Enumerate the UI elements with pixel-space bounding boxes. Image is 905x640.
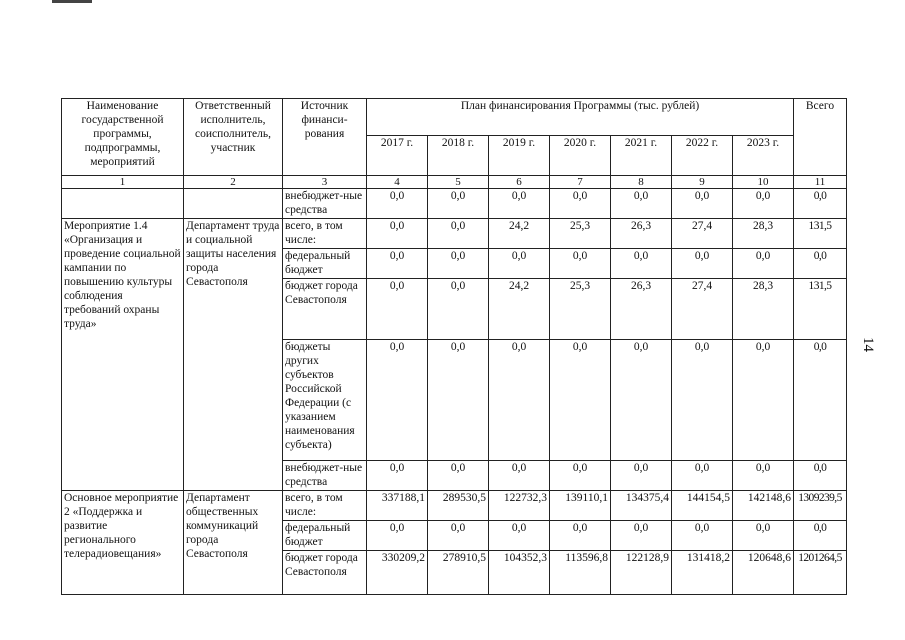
column-number: 6 [489,176,550,189]
total-cell: 0,0 [794,461,847,491]
value-cell: 0,0 [611,249,672,279]
value-cell: 104352,3 [489,551,550,595]
event-name: Мероприятие 1.4 «Организация и проведение социальной кампании по повышению культуры соблюдения требований охраны труда» [62,219,184,491]
header-total: Всего [794,99,847,176]
header-executor: Ответственный исполнитель, соисполнитель, участник [184,99,283,176]
column-number: 3 [283,176,367,189]
value-cell: 0,0 [489,521,550,551]
value-cell: 142148,6 [733,491,794,521]
value-cell: 0,0 [367,219,428,249]
header-plan: План финансирования Программы (тыс. рублей) [367,99,794,136]
value-cell: 0,0 [611,189,672,219]
value-cell: 0,0 [733,189,794,219]
value-cell: 0,0 [489,340,550,461]
value-cell: 122732,3 [489,491,550,521]
value-cell: 25,3 [550,279,611,340]
value-cell: 0,0 [550,521,611,551]
value-cell: 26,3 [611,279,672,340]
header-year: 2022 г. [672,136,733,176]
value-cell: 0,0 [611,521,672,551]
value-cell: 337188,1 [367,491,428,521]
column-number: 2 [184,176,283,189]
header-year: 2021 г. [611,136,672,176]
value-cell: 0,0 [733,521,794,551]
value-cell: 134375,4 [611,491,672,521]
value-cell: 0,0 [733,249,794,279]
value-cell: 0,0 [428,279,489,340]
table-row [62,219,847,249]
header-year: 2017 г. [367,136,428,176]
source-cell: федеральный бюджет [283,249,367,279]
column-number: 4 [367,176,428,189]
source-cell: федеральный бюджет [283,521,367,551]
value-cell: 0,0 [428,340,489,461]
value-cell: 0,0 [672,249,733,279]
value-cell: 0,0 [672,189,733,219]
value-cell: 0,0 [428,219,489,249]
scan-mark [52,0,92,3]
name-cell-empty [62,189,184,219]
value-cell: 0,0 [428,521,489,551]
value-cell: 0,0 [550,461,611,491]
value-cell: 131418,2 [672,551,733,595]
header-name: Наименование государственной программы, подпрограммы, мероприятий [62,99,184,176]
total-cell: 131,5 [794,219,847,249]
header-source: Источник финанси-рования [283,99,367,176]
source-cell: внебюджет-ные средства [283,461,367,491]
value-cell: 144154,5 [672,491,733,521]
value-cell: 0,0 [733,461,794,491]
value-cell: 278910,5 [428,551,489,595]
value-cell: 139110,1 [550,491,611,521]
column-number: 5 [428,176,489,189]
value-cell: 120648,6 [733,551,794,595]
event-executor: Департамент общественных коммуникаций города Севастополя [184,491,283,595]
column-number: 11 [794,176,847,189]
value-cell: 0,0 [428,249,489,279]
header-row-1 [62,99,847,136]
value-cell: 0,0 [611,461,672,491]
source-cell: внебюджет-ные средства [283,189,367,219]
total-cell: 1309239,5 [794,491,847,521]
table-row [62,189,847,219]
value-cell: 24,2 [489,279,550,340]
table-row [62,491,847,521]
value-cell: 0,0 [367,249,428,279]
value-cell: 0,0 [550,340,611,461]
value-cell: 0,0 [367,521,428,551]
value-cell: 25,3 [550,219,611,249]
event-name: Основное мероприятие 2 «Поддержка и развитие регионального телерадиовещания» [62,491,184,595]
column-number-row [62,176,847,189]
value-cell: 289530,5 [428,491,489,521]
value-cell: 28,3 [733,279,794,340]
value-cell: 27,4 [672,219,733,249]
value-cell: 122128,9 [611,551,672,595]
column-number: 7 [550,176,611,189]
source-cell: бюджеты других субъектов Российской Федерации (с указанием наименования субъекта) [283,340,367,461]
value-cell: 0,0 [672,340,733,461]
column-number: 1 [62,176,184,189]
source-cell: всего, в том числе: [283,219,367,249]
value-cell: 330209,2 [367,551,428,595]
value-cell: 0,0 [367,189,428,219]
value-cell: 0,0 [428,461,489,491]
page-number: 14 [860,337,876,352]
total-cell: 1201264,5 [794,551,847,595]
value-cell: 24,2 [489,219,550,249]
value-cell: 27,4 [672,279,733,340]
column-number: 9 [672,176,733,189]
value-cell: 0,0 [367,279,428,340]
value-cell: 0,0 [367,340,428,461]
value-cell: 0,0 [733,340,794,461]
source-cell: бюджет города Севастополя [283,551,367,595]
total-cell: 0,0 [794,249,847,279]
source-cell: бюджет города Севастополя [283,279,367,340]
column-number: 10 [733,176,794,189]
value-cell: 0,0 [367,461,428,491]
source-cell: всего, в том числе: [283,491,367,521]
value-cell: 0,0 [489,249,550,279]
value-cell: 0,0 [672,461,733,491]
value-cell: 113596,8 [550,551,611,595]
value-cell: 0,0 [611,340,672,461]
executor-cell-empty [184,189,283,219]
column-number: 8 [611,176,672,189]
value-cell: 28,3 [733,219,794,249]
total-cell: 0,0 [794,340,847,461]
value-cell: 0,0 [489,189,550,219]
value-cell: 26,3 [611,219,672,249]
header-year: 2018 г. [428,136,489,176]
value-cell: 0,0 [489,461,550,491]
total-cell: 0,0 [794,521,847,551]
value-cell: 0,0 [550,249,611,279]
total-cell: 0,0 [794,189,847,219]
event-executor: Департамент труда и социальной защиты населения города Севастополя [184,219,283,491]
value-cell: 0,0 [672,521,733,551]
value-cell: 0,0 [428,189,489,219]
value-cell: 0,0 [550,189,611,219]
header-year: 2020 г. [550,136,611,176]
header-year: 2019 г. [489,136,550,176]
header-year: 2023 г. [733,136,794,176]
total-cell: 131,5 [794,279,847,340]
financing-table [61,98,847,595]
